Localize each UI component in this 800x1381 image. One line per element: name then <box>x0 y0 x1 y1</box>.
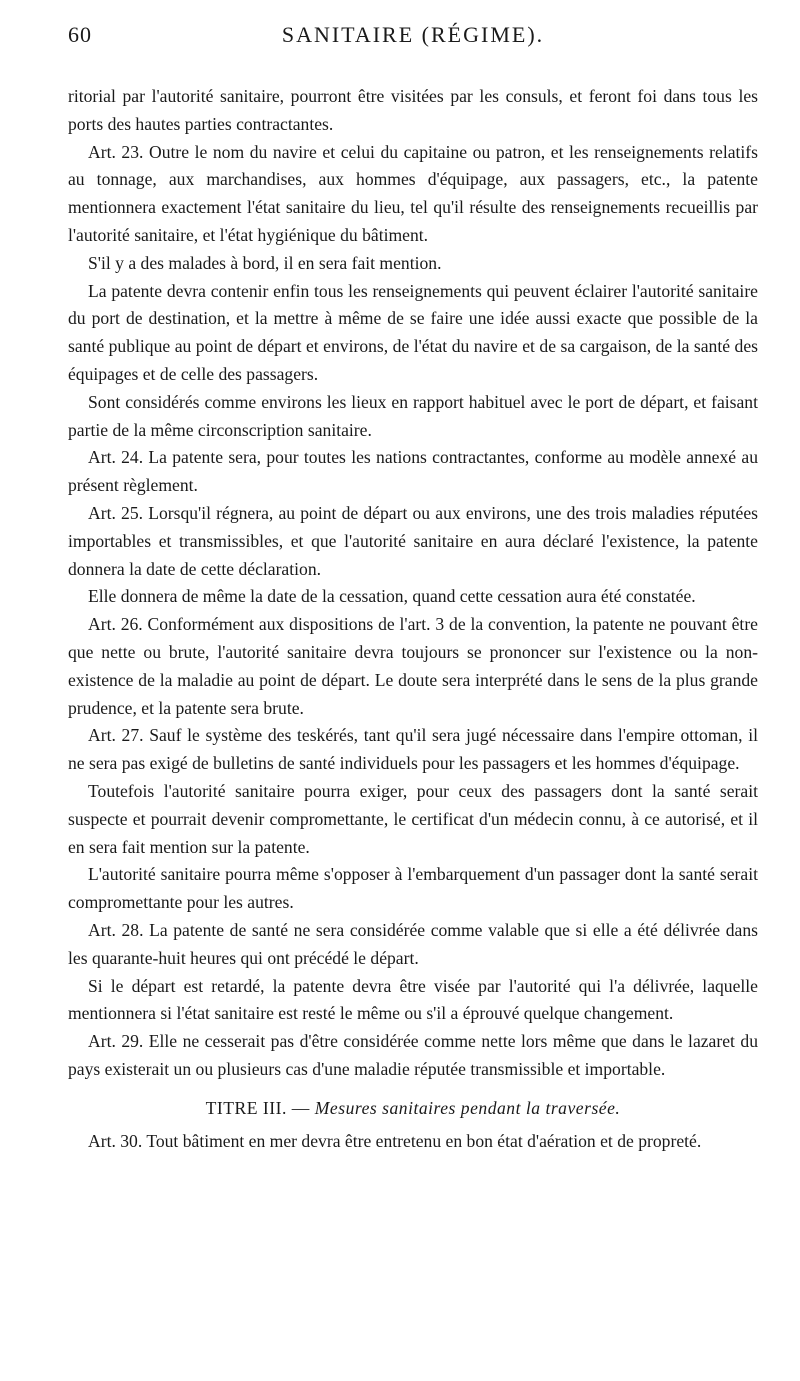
paragraph-art-26: Art. 26. Conformément aux dispositions de l'art. 3 de la convention, la patente ne pouvant être que nette ou brute, l'autorité sanitaire devra toujours se prononcer sur l'existence ou la non-existence de la maladie au point de départ. Le doute sera interprété dans le sens de la plus grande prudence, et la patente sera brute. <box>68 614 758 718</box>
paragraph-art-27: Art. 27. Sauf le système des teskérés, tant qu'il sera jugé nécessaire dans l'empire ottoman, il ne sera pas exigé de bulletins de santé individuels pour les passagers et les hommes d'équipage. <box>68 725 758 774</box>
paragraph-art-30: Art. 30. Tout bâtiment en mer devra être entretenu en bon état d'aération et de propreté. <box>88 1131 702 1152</box>
paragraph-art-24: Art. 24. La patente sera, pour toutes les nations contractantes, conforme au modèle annexé au présent règlement. <box>68 447 758 496</box>
paragraph-malades: S'il y a des malades à bord, il en sera fait mention. <box>88 252 442 273</box>
paragraph-art-29: Art. 29. Elle ne cesserait pas d'être considérée comme nette lors même que dans le lazaret du pays existerait un ou plusieurs cas d'une maladie réputée transmissible et importable. <box>68 1031 758 1079</box>
section-heading-label: TITRE III. — <box>205 1097 315 1118</box>
paragraph-continuation: ritorial par l'autorité sanitaire, pourront être visitées par les consuls, et feront foi dans tous les ports des hautes parties contractantes. <box>68 86 758 134</box>
paragraph-environs: Sont considérés comme environs les lieux en rapport habituel avec le port de départ, et faisant partie de la même circonscription sanitaire. <box>68 391 758 440</box>
paragraph-depart-retarde: Si le départ est retardé, la patente devra être visée par l'autorité qui l'a délivrée, laquelle mentionnera si l'état sanitaire est resté le même ou s'il a éprouvé quelque changement. <box>68 975 758 1024</box>
running-title: SANITAIRE (RÉGIME). <box>281 22 545 47</box>
paragraph-art-25: Art. 25. Lorsqu'il régnera, au point de départ ou aux environs, une des trois maladies réputées importables et transmissibles, et que l'autorité sanitaire en aura déclaré l'existence, la patente donnera la date de cette déclaration. <box>68 502 758 579</box>
section-heading <box>68 1095 758 1123</box>
section-heading-title: Mesures sanitaires pendant la traversée. <box>314 1097 621 1118</box>
paragraph-toutefois: Toutefois l'autorité sanitaire pourra exiger, pour ceux des passagers dont la santé serait suspecte et pourrait devenir compromettante, le certificat d'un médecin connu, à ce autorisé, et il en sera fait mention sur la patente. <box>68 780 758 857</box>
paragraph-art-28: Art. 28. La patente de santé ne sera considérée comme valable que si elle a été délivrée dans les quarante-huit heures qui ont précédé le départ. <box>68 919 758 968</box>
paragraph-embarquement: L'autorité sanitaire pourra même s'opposer à l'embarquement d'un passager dont la santé serait compromettante pour les autres. <box>68 864 758 913</box>
paragraph-art-23: Art. 23. Outre le nom du navire et celui du capitaine ou patron, et les renseignements relatifs au tonnage, aux marchandises, aux hommes d'équipage, aux passagers, etc., la patente mentionnera exactement l'état sanitaire du lieu, tel qu'il résulte des renseignements recueillis par l'autorité sanitaire, et l'état hygiénique du bâtiment. <box>68 141 758 245</box>
running-head <box>68 0 758 50</box>
paragraph-renseignements: La patente devra contenir enfin tous les renseignements qui peuvent éclairer l'autorité sanitaire du port de destination, et la mettre à même de se faire une idée aussi exacte que possible de la santé publique au point de départ et environs, de l'état du navire et de sa cargaison, de la santé des équipages et de celle des passagers. <box>68 280 758 384</box>
body-text <box>68 83 758 1156</box>
page-number: 60 <box>68 22 92 47</box>
paragraph-cessation: Elle donnera de même la date de la cessation, quand cette cessation aura été constatée. <box>88 586 696 607</box>
